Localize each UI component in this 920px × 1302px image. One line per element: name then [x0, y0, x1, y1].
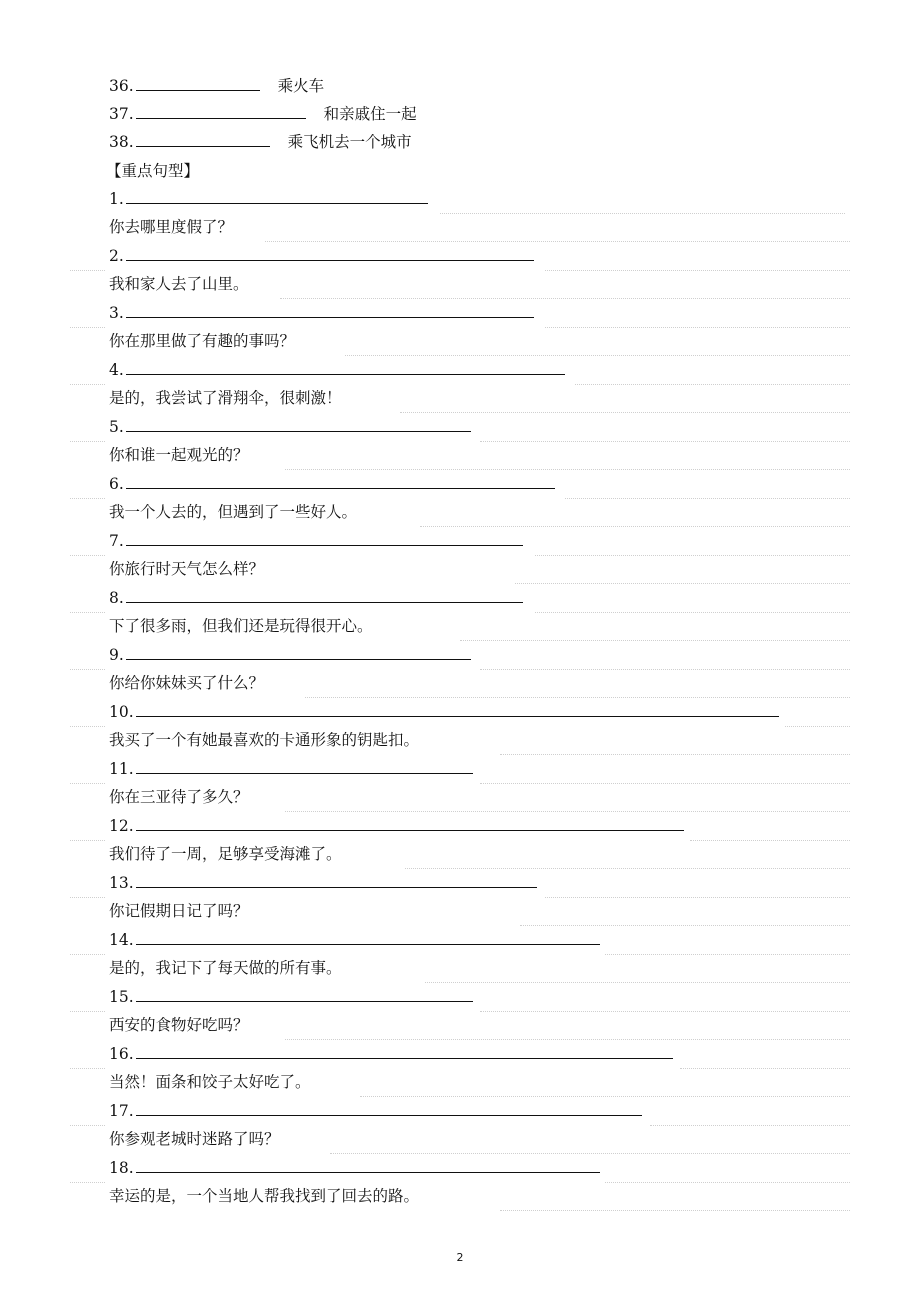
answer-blank[interactable] — [126, 357, 565, 375]
item-number: 18. — [109, 1159, 134, 1177]
guide-line — [70, 669, 105, 670]
sentence-chinese: 是的，我记下了每天做的所有事。 — [109, 959, 342, 977]
item-number: 14. — [109, 931, 134, 949]
item-number: 1. — [109, 190, 124, 208]
answer-blank[interactable] — [126, 528, 523, 546]
sentence-chinese: 你参观老城时迷路了吗？ — [109, 1130, 280, 1148]
answer-blank[interactable] — [136, 756, 473, 774]
guide-line — [70, 1125, 105, 1126]
item-number: 15. — [109, 988, 134, 1006]
guide-line — [425, 982, 850, 983]
guide-line — [480, 441, 850, 442]
sentence-blank-row — [109, 869, 537, 897]
sentence-blank-row — [109, 470, 555, 498]
answer-blank[interactable] — [136, 101, 306, 119]
guide-line — [70, 783, 105, 784]
answer-blank[interactable] — [126, 186, 428, 204]
item-number: 2. — [109, 247, 124, 265]
guide-line — [575, 384, 850, 385]
guide-line — [500, 1210, 850, 1211]
sentence-chinese: 你给你妹妹买了什么？ — [109, 674, 265, 692]
sentence-chinese: 你和谁一起观光的？ — [109, 446, 249, 464]
guide-line — [785, 726, 850, 727]
answer-blank[interactable] — [126, 585, 523, 603]
item-number: 6. — [109, 475, 124, 493]
sentence-chinese: 幸运的是，一个当地人帮我找到了回去的路。 — [109, 1187, 420, 1205]
guide-line — [70, 270, 105, 271]
answer-blank[interactable] — [126, 300, 534, 318]
guide-line — [70, 897, 105, 898]
item-number: 36. — [109, 77, 134, 95]
vocab-chinese: 和亲戚住一起 — [323, 105, 417, 123]
sentence-chinese: 我们待了一周，足够享受海滩了。 — [109, 845, 342, 863]
guide-line — [70, 840, 105, 841]
answer-blank[interactable] — [126, 642, 471, 660]
vocab-item — [109, 100, 417, 128]
guide-line — [70, 612, 105, 613]
page-number: 2 — [456, 1251, 464, 1264]
answer-blank[interactable] — [136, 870, 537, 888]
sentence-blank-row — [109, 641, 471, 669]
answer-blank[interactable] — [136, 73, 260, 91]
item-number: 4. — [109, 361, 124, 379]
vocab-chinese: 乘火车 — [277, 77, 325, 95]
guide-line — [605, 1182, 850, 1183]
guide-line — [480, 783, 850, 784]
guide-line — [545, 897, 850, 898]
vocab-item — [109, 72, 324, 100]
guide-line — [690, 840, 850, 841]
item-number: 37. — [109, 105, 134, 123]
sentence-blank-row — [109, 983, 473, 1011]
sentence-blank-row — [109, 299, 534, 327]
sentence-blank-row — [109, 698, 779, 726]
guide-line — [535, 555, 850, 556]
sentence-blank-row — [109, 812, 684, 840]
sentence-blank-row — [109, 584, 523, 612]
sentence-chinese: 西安的食物好吃吗？ — [109, 1016, 249, 1034]
guide-line — [545, 327, 850, 328]
answer-blank[interactable] — [136, 927, 600, 945]
vocab-item — [109, 128, 412, 156]
sentence-chinese: 你在那里做了有趣的事吗？ — [109, 332, 296, 350]
item-number: 11. — [109, 760, 134, 778]
item-number: 17. — [109, 1102, 134, 1120]
guide-line — [480, 669, 850, 670]
sentence-chinese: 是的，我尝试了滑翔伞，很刺激！ — [109, 389, 342, 407]
sentence-chinese: 你旅行时天气怎么样？ — [109, 560, 265, 578]
answer-blank[interactable] — [136, 1041, 673, 1059]
guide-line — [70, 1011, 105, 1012]
guide-line — [70, 498, 105, 499]
guide-line — [480, 1011, 850, 1012]
guide-line — [70, 555, 105, 556]
answer-blank[interactable] — [126, 471, 555, 489]
item-number: 9. — [109, 646, 124, 664]
sentence-chinese: 下了很多雨，但我们还是玩得很开心。 — [109, 617, 373, 635]
guide-line — [545, 270, 850, 271]
guide-line — [515, 583, 850, 584]
item-number: 8. — [109, 589, 124, 607]
item-number: 16. — [109, 1045, 134, 1063]
item-number: 38. — [109, 133, 134, 151]
sentence-chinese: 你去哪里度假了？ — [109, 218, 234, 236]
answer-blank[interactable] — [136, 699, 779, 717]
guide-line — [650, 1125, 850, 1126]
guide-line — [500, 754, 850, 755]
item-number: 5. — [109, 418, 124, 436]
item-number: 12. — [109, 817, 134, 835]
guide-line — [70, 1182, 105, 1183]
answer-blank[interactable] — [126, 414, 471, 432]
guide-line — [680, 1068, 850, 1069]
section-title: 【重点句型】 — [106, 162, 200, 180]
guide-line — [70, 954, 105, 955]
sentence-blank-row — [109, 242, 534, 270]
sentence-blank-row — [109, 1097, 642, 1125]
guide-line — [605, 954, 850, 955]
answer-blank[interactable] — [136, 813, 684, 831]
sentence-blank-row — [109, 1154, 600, 1182]
item-number: 13. — [109, 874, 134, 892]
answer-blank[interactable] — [136, 1098, 642, 1116]
guide-line — [70, 441, 105, 442]
sentence-blank-row — [109, 185, 428, 213]
answer-blank[interactable] — [136, 984, 473, 1002]
answer-blank[interactable] — [136, 1155, 600, 1173]
guide-line — [440, 213, 845, 214]
sentence-blank-row — [109, 356, 565, 384]
sentence-blank-row — [109, 1040, 673, 1068]
sentence-blank-row — [109, 413, 471, 441]
sentence-chinese: 你在三亚待了多久？ — [109, 788, 249, 806]
sentence-blank-row — [109, 527, 523, 555]
answer-blank[interactable] — [126, 243, 534, 261]
item-number: 10. — [109, 703, 134, 721]
sentence-blank-row — [109, 755, 473, 783]
guide-line — [460, 640, 850, 641]
guide-line — [70, 1068, 105, 1069]
sentence-chinese: 你记假期日记了吗？ — [109, 902, 249, 920]
guide-line — [70, 726, 105, 727]
guide-line — [70, 384, 105, 385]
item-number: 3. — [109, 304, 124, 322]
sentence-chinese: 我一个人去的，但遇到了一些好人。 — [109, 503, 358, 521]
sentence-blank-row — [109, 926, 600, 954]
sentence-chinese: 当然！面条和饺子太好吃了。 — [109, 1073, 311, 1091]
guide-line — [565, 498, 850, 499]
item-number: 7. — [109, 532, 124, 550]
guide-line — [70, 327, 105, 328]
answer-blank[interactable] — [136, 129, 270, 147]
sentence-chinese: 我和家人去了山里。 — [109, 275, 249, 293]
guide-line — [535, 612, 850, 613]
vocab-chinese: 乘飞机去一个城市 — [287, 133, 412, 151]
sentence-chinese: 我买了一个有她最喜欢的卡通形象的钥匙扣。 — [109, 731, 420, 749]
